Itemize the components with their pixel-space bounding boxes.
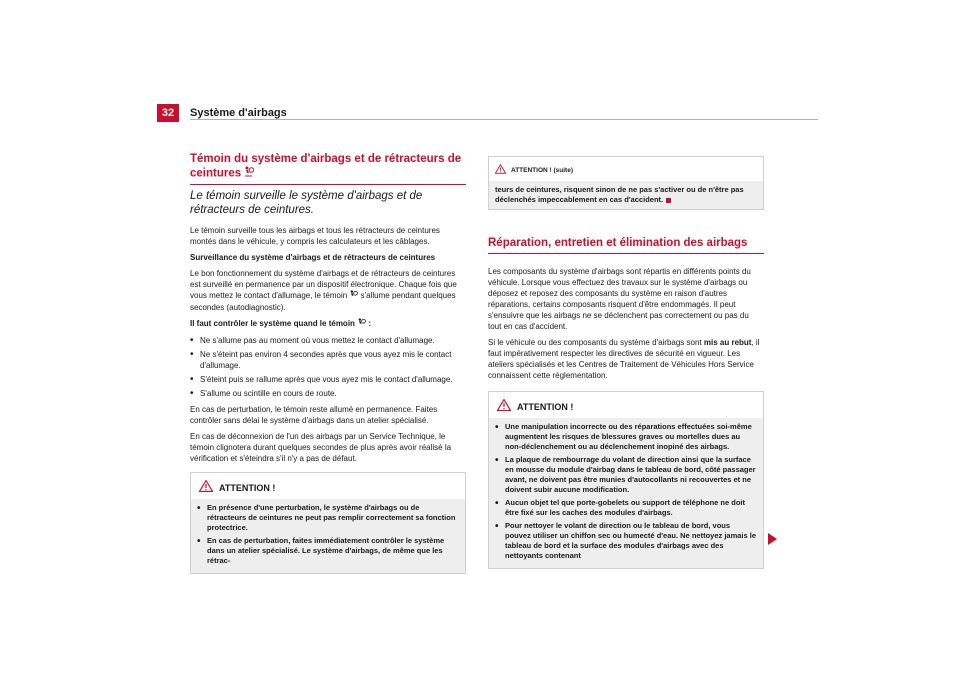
- page-number: 32: [157, 104, 179, 122]
- check-list: [190, 335, 466, 399]
- paragraph: En cas de déconnexion de l'un des airbags par un Service Technique, le témoin clignotera durant quelques secondes de plus après avoir réalisé la vérification et s'éteindra s'il n'y a pas de défaut.: [190, 432, 452, 463]
- list-item: • Ne s'allume pas au moment où vous mettez le contact d'allumage.: [190, 335, 435, 346]
- warning-title: ATTENTION !: [517, 402, 574, 412]
- warning-box: [488, 391, 764, 569]
- airbag-warning-light-icon: [349, 290, 358, 302]
- next-page-arrow-icon: [768, 533, 777, 545]
- paragraph: Le témoin surveille tous les airbags et tous les rétracteurs de ceintures montés dans le véhicule, y compris les calculateurs et les câblages.: [190, 226, 440, 246]
- left-column: [190, 152, 466, 574]
- warning-continued-title: ATTENTION ! (suite): [511, 166, 573, 174]
- warning-triangle-icon: [495, 161, 506, 179]
- list-item: • S'allume ou scintille en cours de route.: [190, 388, 337, 399]
- section-divider: [488, 253, 764, 254]
- section-end-marker: [666, 198, 671, 203]
- section-title-warning-light: Témoin du système d'airbags et de rétracteurs de ceintures: [190, 153, 462, 180]
- running-header: Système d'airbags: [190, 107, 287, 119]
- paragraph: En cas de perturbation, le témoin reste allumé en permanence. Faites contrôler sans délai le système d'airbags dans un atelier spécialisé.: [190, 405, 438, 425]
- header-divider: [190, 119, 818, 120]
- warning-item: • En présence d'une perturbation, le système d'airbags ou de rétracteurs de ceintures ne peut pas remplir correctement sa fonction protectrice.: [197, 503, 456, 532]
- warning-box: [190, 472, 466, 574]
- warning-item: • Une manipulation incorrecte ou des réparations effectuées soi-même augmentent les risques de blessures graves ou mortelles dues au non-déclenchement ou au déclenchement inopiné des airbags.: [495, 422, 752, 451]
- subheading: Surveillance du système d'airbags et de rétracteurs de ceintures: [190, 253, 436, 262]
- warning-item: • En cas de perturbation, faites immédiatement contrôler le système dans un atelier spécialisé. Le système d'airbags, de même que les rétrac-: [197, 536, 445, 565]
- subheading: Il faut contrôler le système quand le témoin :: [190, 319, 372, 329]
- paragraph: Si le véhicule ou des composants du système d'airbags sont mis au rebut, il faut impérativement respecter les directives de sécurité en vigueur. Les ateliers spécialisés et les Centres de Traitement de Véhicules Hors Service connaissent cette réglementation.: [488, 338, 760, 380]
- list-item: • Ne s'éteint pas environ 4 secondes après que vous ayez mis le contact d'allumage.: [190, 349, 452, 370]
- paragraph: Le bon fonctionnement du système d'airbags et de rétracteurs de ceintures est surveillé en permanence par un dispositif électronique. Chaque fois que vous mettez le contact d'allumage, le témoin s'allume pendant quelques secondes (autodiagnostic).: [190, 269, 457, 312]
- warning-title: ATTENTION !: [219, 483, 276, 493]
- warning-triangle-icon: [199, 479, 213, 497]
- paragraph: Les composants du système d'airbags sont répartis en différents points du véhicule. Lorsque vous effectuez des travaux sur le système d'airbags ou déposez et reposez des composants du système en raison d'autres réparations, certains composants risquent d'être endommagés. Il peut s'ensuivre que les airbags ne se déclenchent pas correctement ou pas du tout en cas d'accident.: [488, 267, 751, 331]
- warning-item: • Pour nettoyer le volant de direction ou le tableau de bord, vous pouvez utiliser un chiffon sec ou humecté d'eau. Ne nettoyez jamais le tableau de bord et la surface des modules d'airbags avec des nettoyants contenant: [495, 521, 757, 560]
- warning-text: teurs de ceintures, risquent sinon de ne pas s'activer ou de n'être pas déclenchés impeccablement en cas d'accident.: [495, 185, 744, 204]
- list-item: • S'éteint puis se rallume après que vous ayez mis le contact d'allumage.: [190, 374, 453, 385]
- warning-box-continued: [488, 156, 764, 210]
- airbag-warning-light-icon: [244, 166, 254, 181]
- warning-triangle-icon: [497, 398, 511, 416]
- section-intro: Le témoin surveille le système d'airbags et de rétracteurs de ceintures.: [190, 190, 423, 216]
- warning-item: • La plaque de rembourrage du volant de direction ainsi que la surface en mousse du module d'airbag dans le tableau de bord, côté passager avant, ne doivent pas être munies d'autocollants ni recouvertes et ne doivent subir aucune modification.: [495, 455, 756, 494]
- right-column: [488, 156, 764, 569]
- airbag-warning-light-icon: [357, 318, 366, 330]
- warning-item: • Aucun objet tel que porte-gobelets ou support de téléphone ne doit être fixé sur les caches des modules d'airbags.: [495, 498, 745, 517]
- section-divider: [190, 184, 466, 185]
- section-title-repair: Réparation, entretien et élimination des airbags: [488, 237, 748, 249]
